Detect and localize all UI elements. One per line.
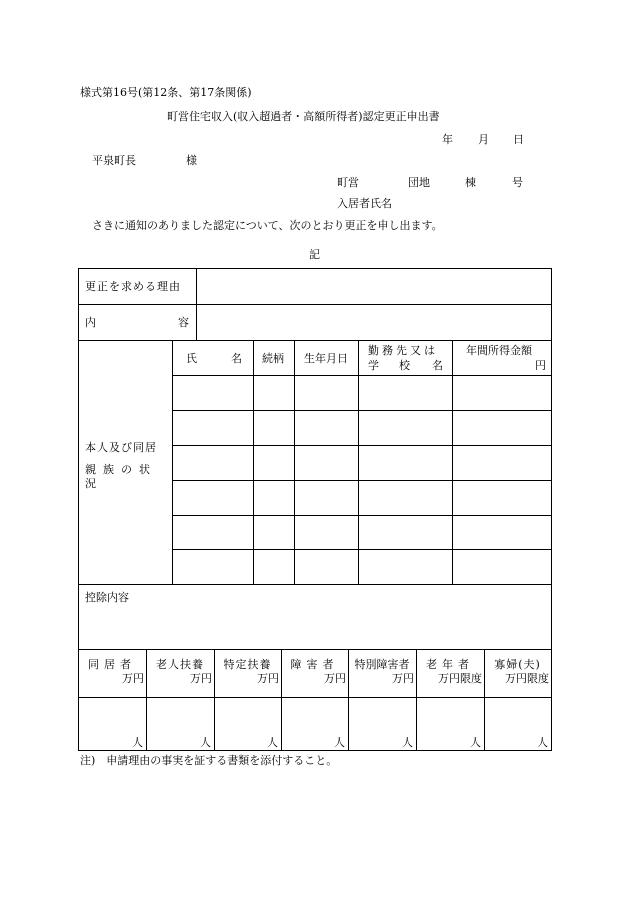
deduction-col-unit: 万円限度	[438, 672, 482, 685]
table-border	[172, 340, 173, 585]
addressee-name: 平泉町長	[92, 154, 136, 167]
deduction-col-unit: 万円	[257, 672, 279, 685]
reason-label: 更正を求める理由	[85, 280, 181, 293]
deduction-col-widow	[486, 658, 549, 686]
table-border	[358, 340, 359, 585]
person-unit: 人	[267, 736, 278, 749]
table-border	[253, 340, 254, 585]
header-relation: 続柄	[262, 352, 284, 365]
family-label-line2	[85, 463, 165, 491]
content-label-b: 容	[178, 316, 189, 329]
table-border	[172, 480, 552, 481]
table-border	[146, 649, 147, 751]
table-border	[78, 750, 552, 751]
table-border	[281, 649, 282, 751]
header-work-line2c: 名	[432, 359, 443, 372]
deduction-col-aged	[418, 658, 482, 686]
form-number: 様式第16号(第12条、第17条関係)	[80, 86, 252, 99]
family-label-line1: 本人及び同居	[85, 441, 157, 454]
header-name-a: 氏	[186, 352, 197, 365]
table-border	[172, 549, 552, 550]
deduction-col-unit: 万円	[122, 672, 144, 685]
deduction-col-label: 特別障害者	[354, 658, 410, 671]
table-border	[78, 304, 552, 305]
ki-label: 記	[309, 248, 320, 261]
page-title: 町営住宅収入(収入超過者・高額所得者)認定更正申出書	[167, 110, 440, 123]
deduction-col-label: 特定扶養	[223, 658, 272, 671]
table-border	[294, 340, 295, 585]
unit-label: 号	[512, 176, 523, 189]
header-work-line2b: 校	[399, 359, 410, 372]
table-border	[172, 410, 552, 411]
table-border	[196, 268, 197, 341]
person-unit: 人	[334, 736, 345, 749]
table-border	[172, 515, 552, 516]
date-month-label: 月	[478, 133, 489, 146]
deduction-col-label: 老年者	[426, 658, 474, 671]
deduction-col-label: 老人扶養	[156, 658, 204, 671]
person-unit: 人	[470, 736, 481, 749]
header-birthdate: 生年月日	[304, 352, 348, 365]
town-housing-label: 町営	[337, 176, 359, 189]
header-name-b: 名	[231, 352, 242, 365]
building-label: 棟	[465, 176, 476, 189]
date-day-label: 日	[513, 133, 524, 146]
header-income: 年間所得金額	[466, 344, 532, 357]
table-border	[172, 375, 552, 376]
family-label-text: 親族の状況	[85, 463, 157, 490]
date-year-label: 年	[442, 133, 453, 146]
header-work-line1: 勤務先又は	[368, 344, 438, 357]
table-border	[78, 268, 552, 269]
header-income-unit: 円	[535, 359, 546, 372]
content-label-a: 内	[85, 316, 96, 329]
table-border	[214, 649, 215, 751]
deduction-col-unit: 万円	[324, 672, 346, 685]
person-unit: 人	[402, 736, 413, 749]
table-border	[452, 340, 453, 585]
deduction-col-label: 寡婦(夫)	[494, 658, 541, 671]
deduction-col-label: 同居者	[88, 658, 136, 671]
table-border	[348, 649, 349, 751]
table-border	[172, 445, 552, 446]
deduction-label: 控除内容	[85, 591, 129, 604]
deduction-col-label: 障害者	[290, 658, 339, 671]
resident-name-label: 入居者氏名	[337, 197, 392, 210]
deduction-col-unit: 万円	[392, 672, 414, 685]
addressee-honorific: 様	[186, 154, 197, 167]
deduction-col-specific-dependent	[216, 658, 279, 686]
table-border	[78, 340, 552, 341]
complex-label: 団地	[408, 176, 430, 189]
table-border	[484, 649, 485, 751]
intro-text: さきに通知のありました認定について、次のとおり更正を申し出ます。	[92, 219, 443, 232]
deduction-col-disabled	[283, 658, 346, 686]
deduction-col-unit: 万円	[190, 672, 212, 685]
table-border	[78, 649, 552, 650]
person-unit: 人	[200, 736, 211, 749]
table-border	[78, 584, 552, 585]
person-unit: 人	[537, 736, 548, 749]
deduction-col-elderly-dependent	[148, 658, 212, 686]
person-unit: 人	[132, 736, 143, 749]
deduction-col-cohabitant	[80, 658, 144, 686]
header-work-line2a: 学	[368, 359, 379, 372]
deduction-col-special-disabled	[350, 658, 414, 686]
footnote: 注) 申請理由の事実を証する書類を添付すること。	[80, 754, 338, 767]
table-border	[78, 697, 552, 698]
table-border	[416, 649, 417, 751]
deduction-col-unit: 万円限度	[505, 672, 549, 685]
